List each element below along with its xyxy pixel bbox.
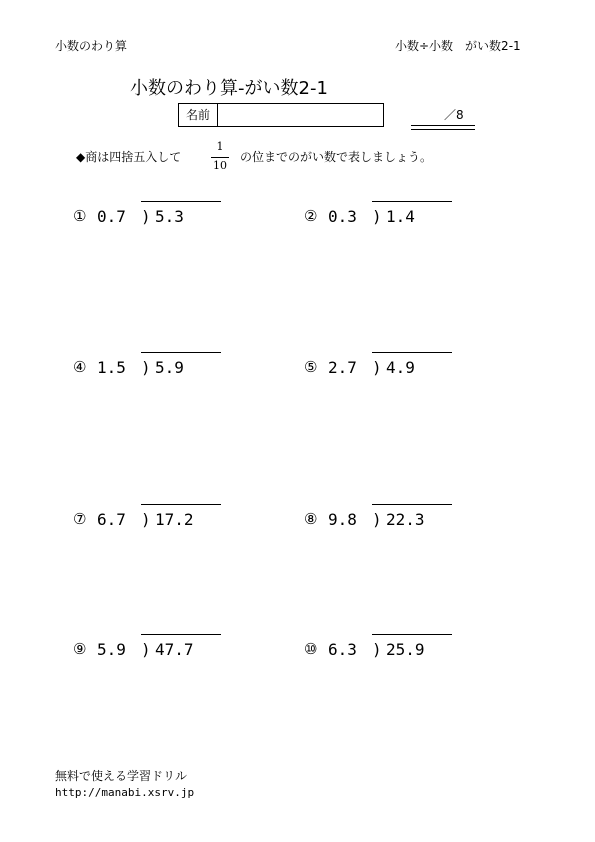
division-bar	[372, 352, 452, 353]
division-bar	[141, 201, 221, 202]
problem-2	[304, 201, 464, 241]
fraction-denominator: 10	[213, 159, 227, 172]
divisor: 2.7	[328, 358, 357, 377]
problem-number: ⑤	[304, 358, 318, 376]
problem-4	[304, 352, 464, 392]
division-bar	[141, 634, 221, 635]
problem-6	[304, 504, 464, 544]
divisor: 0.7	[97, 207, 126, 226]
footer-text: 無料で使える学習ドリル	[55, 769, 188, 783]
problem-7	[73, 634, 233, 674]
division-paren: )	[372, 207, 382, 226]
header-left: 小数のわり算	[55, 39, 128, 53]
problem-number: ②	[304, 207, 318, 225]
problem-number: ⑧	[304, 510, 318, 528]
problem-3	[73, 352, 233, 392]
division-paren: )	[141, 358, 151, 377]
dividend: 5.3	[155, 207, 184, 226]
score-text: ／8	[444, 108, 464, 122]
problem-number: ①	[73, 207, 87, 225]
fraction-numerator: 1	[216, 140, 224, 153]
fraction	[207, 140, 233, 174]
division-bar	[372, 504, 452, 505]
name-label: 名前	[179, 104, 218, 126]
instruction-text-2: の位までのがい数で表しましょう。	[240, 150, 433, 164]
problem-number: ⑨	[73, 640, 87, 658]
divisor: 9.8	[328, 510, 357, 529]
name-box	[178, 103, 384, 127]
division-bar	[372, 634, 452, 635]
divisor: 1.5	[97, 358, 126, 377]
dividend: 25.9	[386, 640, 425, 659]
division-bar	[141, 504, 221, 505]
score-underline	[411, 125, 475, 126]
division-paren: )	[372, 358, 382, 377]
score-underline-2	[411, 129, 475, 130]
problem-5	[73, 504, 233, 544]
instruction-text: ◆商は四捨五入して	[76, 150, 182, 164]
divisor: 6.3	[328, 640, 357, 659]
dividend: 17.2	[155, 510, 194, 529]
division-paren: )	[141, 510, 151, 529]
divisor: 6.7	[97, 510, 126, 529]
header-right: 小数÷小数 がい数2-1	[395, 39, 521, 53]
problem-number: ⑩	[304, 640, 318, 658]
division-paren: )	[372, 640, 382, 659]
problem-number: ④	[73, 358, 87, 376]
dividend: 22.3	[386, 510, 425, 529]
divisor: 5.9	[97, 640, 126, 659]
divisor: 0.3	[328, 207, 357, 226]
dividend: 1.4	[386, 207, 415, 226]
footer-url[interactable]: http://manabi.xsrv.jp	[55, 786, 195, 799]
division-bar	[141, 352, 221, 353]
fraction-bar	[211, 157, 229, 158]
name-field[interactable]	[218, 104, 383, 126]
dividend: 5.9	[155, 358, 184, 377]
page-title: 小数のわり算-がい数2-1	[130, 78, 328, 99]
division-paren: )	[372, 510, 382, 529]
dividend: 4.9	[386, 358, 415, 377]
division-paren: )	[141, 640, 151, 659]
problem-8	[304, 634, 464, 674]
problem-number: ⑦	[73, 510, 87, 528]
division-bar	[372, 201, 452, 202]
dividend: 47.7	[155, 640, 194, 659]
division-paren: )	[141, 207, 151, 226]
problem-1	[73, 201, 233, 241]
